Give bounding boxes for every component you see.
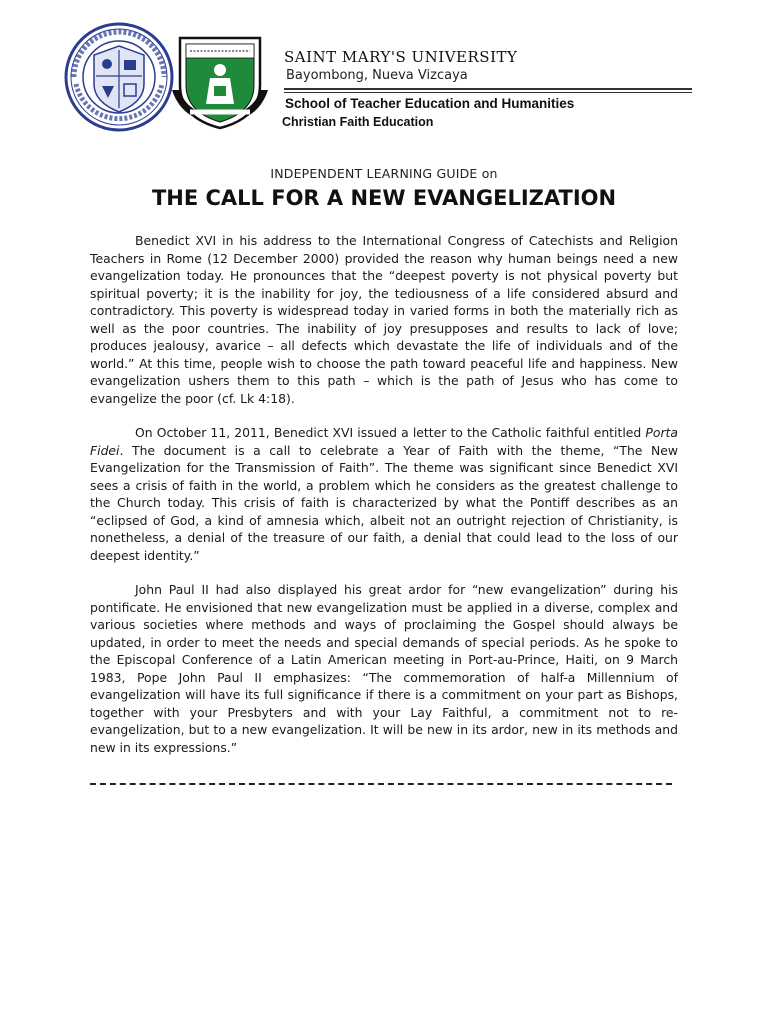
document-title-italic: Porta Fidei xyxy=(90,425,678,458)
paragraph-2-lead: On October 11, 2011, Benedict XVI issued a letter to the Catholic faithful entitled xyxy=(135,425,646,440)
paragraph-2-rest: . The document is a call to celebrate a Year of Faith with the theme, “The New Evangelization for the Transmission of Faith”. The theme was significant since Benedict XVI sees a crisis of faith in the world, a problem which he considers as the greatest challenge to the Church today. This crisis of faith is characterized by what the Pontiff describes as an “eclipsed of God, a kind of amnesia which, albeit not an outright rejection of Christianity, is nonetheless, a denial of the treasure of our faith, a denial that could lead to the loss of our deepest identity.” xyxy=(90,442,678,563)
header-rule-thick xyxy=(284,88,692,90)
university-location: Bayombong, Nueva Vizcaya xyxy=(286,68,468,83)
header-rule-thin xyxy=(284,92,692,93)
school-shield-seal xyxy=(170,30,270,130)
paragraph-1: Benedict XVI in his address to the International Congress of Catechists and Religion Teachers in Rome (12 December 2000) provided the reason why human beings need a new evangelization today. He pronounces that the “deepest poverty is not physical poverty but spiritual poverty; it is the inability for joy, the tediousness of a life considered absurd and contradictory. This poverty is widespread today in varied forms in both the materially rich as well as the poor countries. The inability of joy presupposes and results to lack of love; produces jealousy, avarice – all defects which devastate the life of individuals and of the world.” At this time, people wish to choose the path toward peaceful life and happiness. New evangelization ushers them to this path – which is the path of Jesus who has come to evangelize the poor (cf. Lk 4:18). xyxy=(90,233,678,406)
school-name: School of Teacher Education and Humanities xyxy=(285,96,575,111)
university-seal xyxy=(64,22,174,132)
document-title: THE CALL FOR A NEW EVANGELIZATION xyxy=(151,186,617,210)
document-body xyxy=(90,232,678,773)
department-name: Christian Faith Education xyxy=(282,115,434,129)
university-name: SAINT MARY'S UNIVERSITY xyxy=(284,48,518,66)
paragraph-3: John Paul II had also displayed his great ardor for “new evangelization” during his pontificate. He envisioned that new evangelization must be applied in a diverse, complex and various societies where methods and ways of proclaiming the Gospel should always be updated, in order to meet the needs and special demands of special periods. As he spoke to the Episcopal Conference of a Latin American meeting in Port-au-Prince, Haiti, on 9 March 1983, Pope John Paul II emphasizes: “The commemoration of half-a Millennium of evangelization will have its full significance if there is a commitment on your part as Bishops, together with your Presbyters and with your Lay Faithful, a commitment not to re-evangelization, but to a new evangelization. It will be new in its ardor, new in its methods and new in its expressions.” xyxy=(90,582,678,755)
document-subtitle: INDEPENDENT LEARNING GUIDE on xyxy=(270,166,498,181)
paragraph-2 xyxy=(90,424,678,564)
dashed-divider xyxy=(90,783,672,785)
